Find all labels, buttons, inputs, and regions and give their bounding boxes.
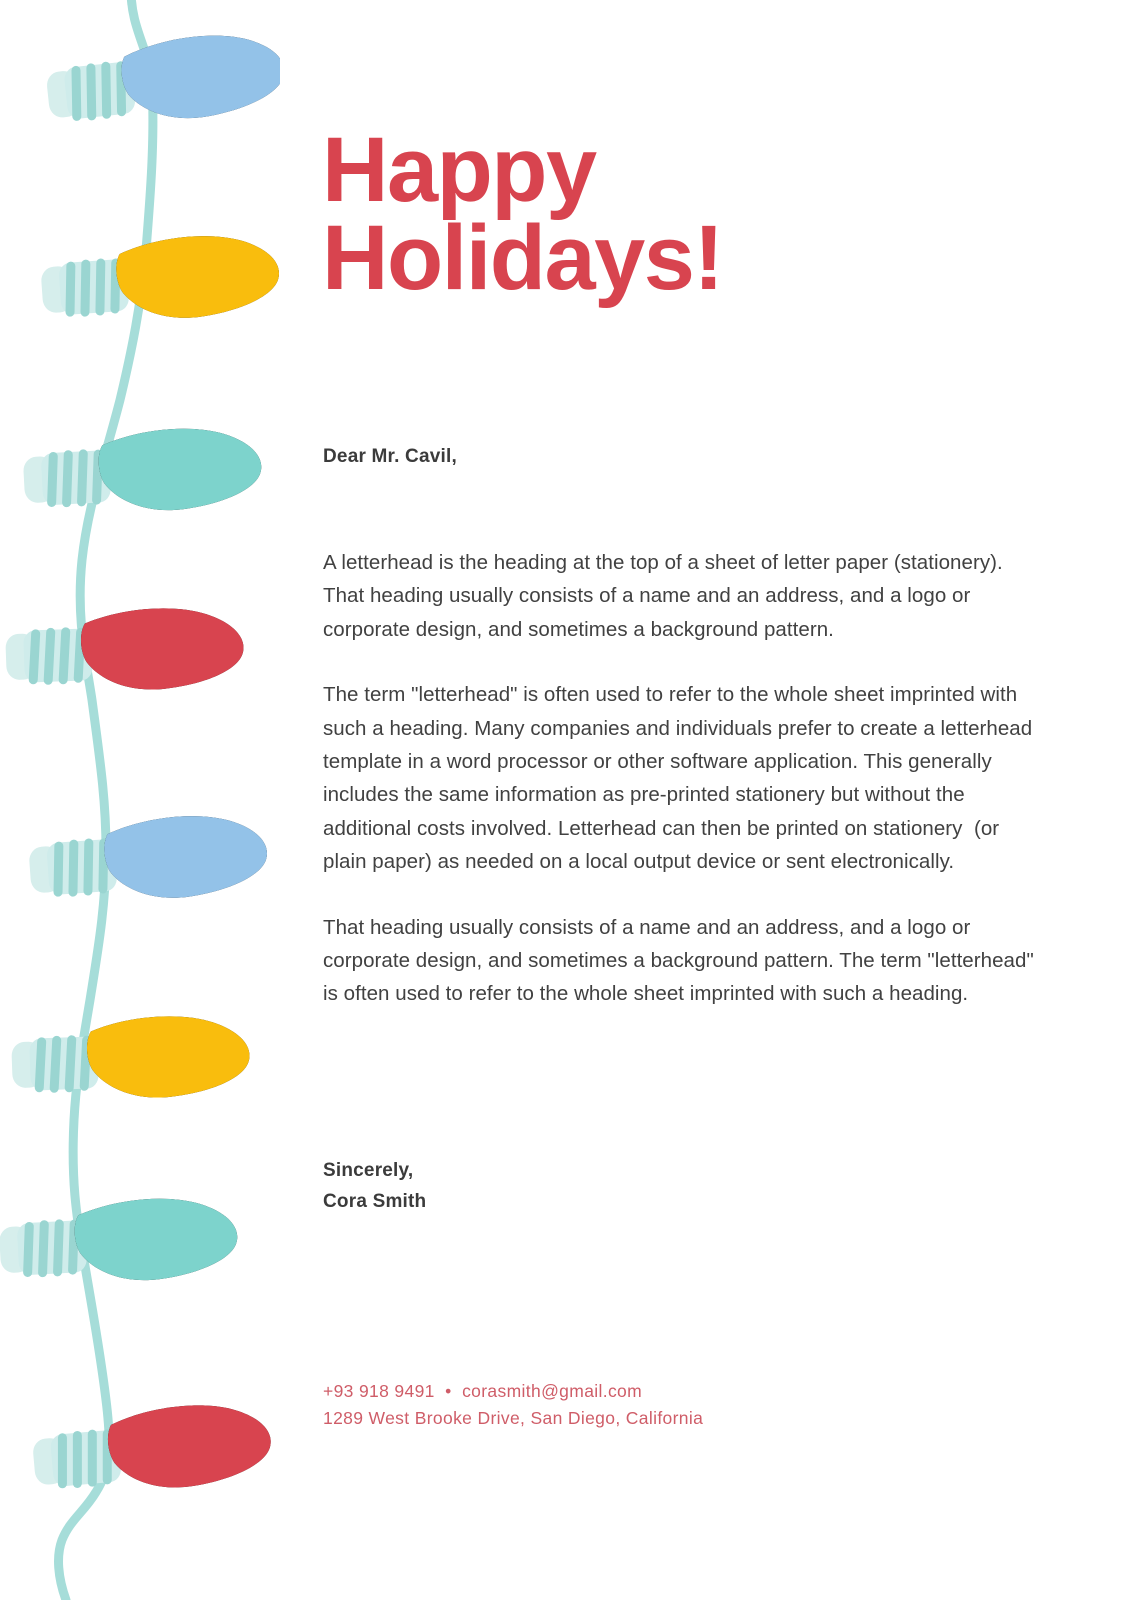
page-title: Happy Holidays! (322, 119, 723, 310)
letter-paragraphs (323, 546, 1045, 1011)
contact-phone-email-line: +93 918 9491 • corasmith@gmail.com (323, 1381, 643, 1401)
bulb-2 (39, 231, 280, 328)
body-paragraph-1: A letterhead is the heading at the top of a sheet of letter paper (stationery). That heading usually consists of a name and an address, and a logo or corporate design, and sometimes a background pattern. (323, 551, 1009, 641)
light-wire (59, 0, 153, 1600)
string-of-christmas-lights (0, 0, 280, 1600)
body-paragraph-3: That heading usually consists of a name and an address, and a logo or corporate design, and sometimes a background pattern. The term "letterhead" is often used to refer to the whole sheet imprinted with such a heading. (323, 915, 1040, 1006)
sender-name: Cora Smith (323, 1191, 427, 1212)
signature-block (323, 1155, 426, 1217)
bulb-1 (43, 28, 280, 133)
salutation: Dear Mr. Cavil, (323, 446, 457, 467)
lights-svg (0, 0, 280, 1600)
closing-line: Sincerely, (323, 1160, 414, 1181)
bulb-5 (27, 811, 270, 908)
contact-footer (323, 1378, 703, 1432)
body-paragraph-2: The term "letterhead" is often used to refer to the whole sheet imprinted with such a heading. Many companies and individuals prefer to create a letterhead template in a word processor or other software application. This generally includes the same information as pre-printed stationery but without the additional costs involved. Letterhead can then be printed on stationery (or plain paper) as needed on a local output device or sent electronically. (323, 683, 1038, 874)
bulb-6 (10, 1014, 250, 1103)
letter-content (322, 0, 1062, 1600)
bulb-7 (0, 1195, 239, 1288)
bulb-4 (4, 606, 244, 695)
contact-address-line: 1289 West Brooke Drive, San Diego, California (323, 1408, 704, 1428)
bulb-8 (30, 1399, 274, 1500)
bulb-3 (22, 425, 264, 518)
